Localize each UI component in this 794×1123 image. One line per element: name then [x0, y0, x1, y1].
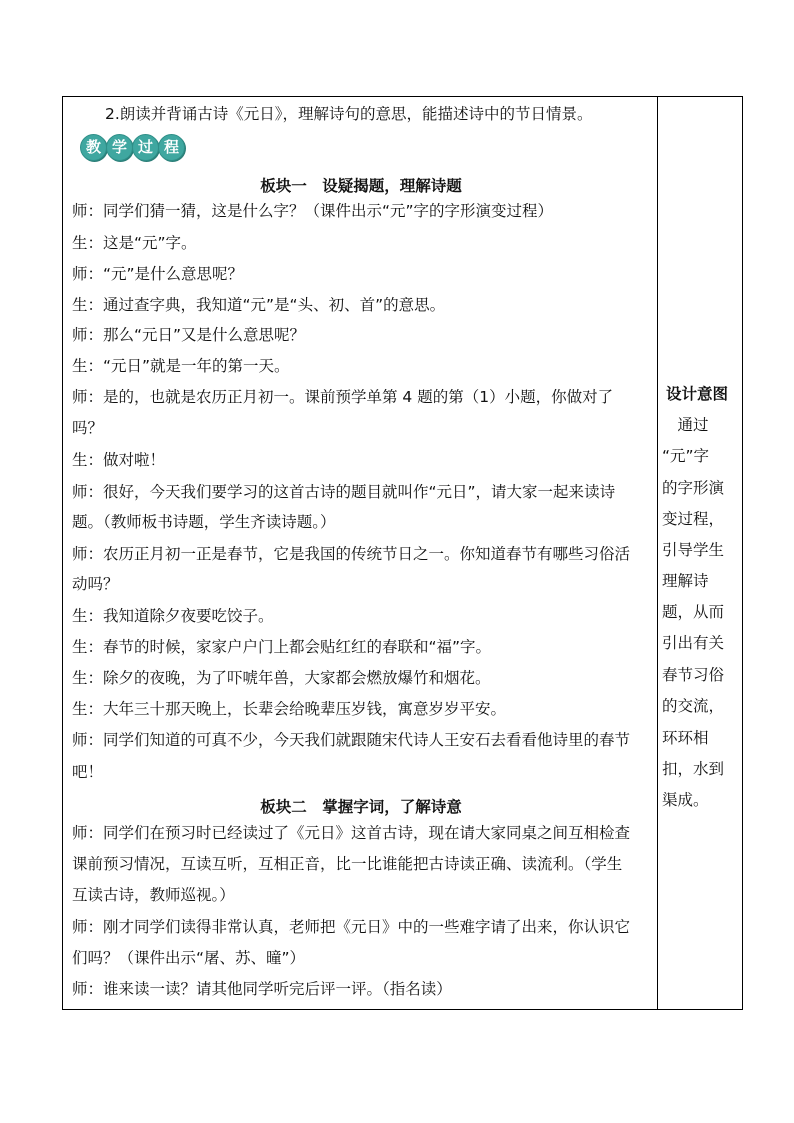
design-intent-line: 理解诗: [662, 572, 709, 590]
design-intent-line: 的交流，: [662, 697, 725, 715]
dialogue-line: 师：很好，今天我们要学习的这首古诗的题目就叫作“元日”，请大家一起来读诗: [72, 483, 616, 501]
dialogue-line: 师：同学们知道的可真不少，今天我们就跟随宋代诗人王安石去看看他诗里的春节: [72, 731, 631, 749]
block2-title: 板块二 掌握字词，了解诗意: [260, 798, 462, 816]
badge-char: 学: [106, 134, 133, 161]
dialogue-line: 生：这是“元”字。: [72, 234, 197, 252]
dialogue-line: 师：农历正月初一正是春节，它是我国的传统节日之一。你知道春节有哪些习俗活: [72, 545, 631, 563]
dialogue-line: 吧！: [72, 763, 104, 781]
dialogue-line: 师：“元”是什么意思呢？: [72, 265, 244, 283]
dialogue-line: 互读古诗，教师巡视。）: [72, 886, 235, 904]
dialogue-line: 生：通过查字典，我知道“元”是“头、初、首”的意思。: [72, 296, 446, 314]
column-divider: [657, 97, 658, 1009]
dialogue-line: 师：同学们猜一猜，这是什么字？（课件出示“元”字的字形演变过程）: [72, 202, 554, 220]
dialogue-line: 师：是的，也就是农历正月初一。课前预学单第 4 题的第（1）小题，你做对了: [72, 388, 614, 406]
design-intent-line: 变过程，: [662, 510, 725, 528]
dialogue-line: 生：做对啦！: [72, 451, 166, 469]
badge-char: 过: [132, 134, 159, 161]
design-intent-line: 渠成。: [662, 791, 709, 809]
badge-char: 程: [158, 134, 185, 161]
dialogue-line: 题。（教师板书诗题，学生齐读诗题。）: [72, 513, 336, 531]
dialogue-line: 生：春节的时候，家家户户门上都会贴红红的春联和“福”字。: [72, 638, 492, 656]
design-intent-line: 春节习俗: [662, 666, 725, 684]
design-intent-line: 引导学生: [662, 541, 725, 559]
dialogue-line: 师：谁来读一读？请其他同学听完后评一评。（指名读）: [72, 980, 452, 998]
block1-title: 板块一 设疑揭题，理解诗题: [260, 177, 462, 195]
dialogue-line: 生：“元日”就是一年的第一天。: [72, 357, 290, 375]
dialogue-line: 师：那么“元日”又是什么意思呢？: [72, 326, 306, 344]
design-intent-line: 通过: [662, 416, 709, 434]
design-intent-line: “元”字: [662, 447, 710, 465]
dialogue-line: 生：我知道除夕夜要吃饺子。: [72, 607, 274, 625]
design-intent-line: 的字形演: [662, 479, 725, 497]
design-intent-title: 设计意图: [666, 385, 729, 403]
dialogue-line: 们吗？（课件出示“屠、苏、曈”）: [72, 949, 306, 967]
lesson-plan-table: [62, 96, 743, 1010]
design-intent-line: 扣，水到: [662, 760, 725, 778]
dialogue-line: 生：除夕的夜晚，为了吓唬年兽，大家都会燃放爆竹和烟花。: [72, 669, 491, 687]
design-intent-line: 题，从而: [662, 603, 725, 621]
dialogue-line: 生：大年三十那天晚上，长辈会给晚辈压岁钱，寓意岁岁平安。: [72, 700, 507, 718]
badge-char: 教: [80, 134, 107, 161]
objective-line: 2.朗读并背诵古诗《元日》，理解诗句的意思，能描述诗中的节日情景。: [105, 105, 593, 123]
dialogue-line: 动吗？: [72, 575, 119, 593]
dialogue-line: 课前预习情况，互读互听，互相正音，比一比谁能把古诗读正确、读流利。（学生: [72, 855, 623, 873]
design-intent-line: 环环相: [662, 729, 709, 747]
design-intent-line: 引出有关: [662, 634, 725, 652]
dialogue-line: 师：刚才同学们读得非常认真，老师把《元日》中的一些难字请了出来，你认识它: [72, 918, 631, 936]
teaching-process-badge: [80, 134, 184, 162]
dialogue-line: 师：同学们在预习时已经读过了《元日》这首古诗，现在请大家同桌之间互相检查: [72, 824, 631, 842]
dialogue-line: 吗？: [72, 419, 104, 437]
